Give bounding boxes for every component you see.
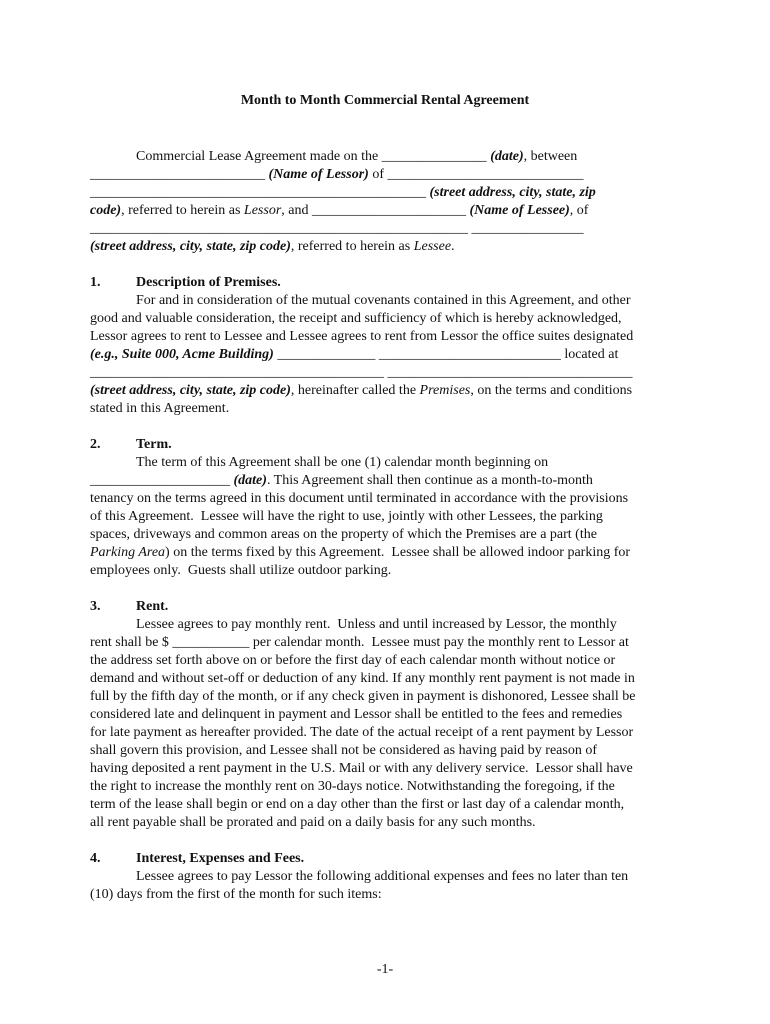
- section-3-line: term of the lease shall begin or end on a day other than the first or last day of a calendar month,: [90, 797, 625, 812]
- section-2-line: [90, 544, 630, 562]
- intro-line-4: [90, 202, 588, 220]
- section-3-line: rent shall be $ ___________ per calendar month. Lessee must pay the monthly rent to Lessor at: [90, 635, 629, 650]
- section-2-line: employees only. Guests shall utilize outdoor parking.: [90, 563, 392, 578]
- premises-term: Premises: [419, 383, 471, 398]
- address-label-cont: code): [90, 203, 122, 218]
- date-label: (date): [233, 473, 267, 488]
- lessee-term: Lessee: [413, 239, 452, 254]
- section-1-heading: Description of Premises.: [136, 275, 281, 290]
- section-2-number: 2.: [90, 437, 101, 452]
- section-1-text: , on the terms and conditions: [470, 383, 633, 398]
- section-1-line: For and in consideration of the mutual covenants contained in this Agreement, and other: [136, 293, 631, 308]
- section-2-text: ) on the terms fixed by this Agreement. Lessee shall be allowed indoor parking for: [165, 545, 631, 560]
- parking-area-term: Parking Area: [90, 545, 166, 560]
- section-1-line: stated in this Agreement.: [90, 401, 230, 416]
- section-1-line: __________________________________________ ___________________________________: [90, 365, 633, 380]
- section-3-line: having deposited a rent payment in the U.S. Mail or with any delivery service. Lessor shall have: [90, 761, 633, 776]
- section-2-line: of this Agreement. Lessee will have the right to use, jointly with other Lessees, the parking: [90, 509, 603, 524]
- section-1-number: 1.: [90, 275, 101, 290]
- intro-line-6: [90, 238, 455, 256]
- section-3-line: shall govern this provision, and Lessee shall not be considered as having paid by reason of: [90, 743, 597, 758]
- section-2-line: spaces, driveways and common areas on the property of which the Premises are a part (the: [90, 527, 597, 542]
- section-1-text: , hereinafter called the: [290, 383, 420, 398]
- intro-text: , referred to herein as: [121, 203, 244, 218]
- section-3-number: 3.: [90, 599, 101, 614]
- suite-example-label: (e.g., Suite 000, Acme Building): [90, 347, 274, 362]
- intro-line-2: [90, 166, 583, 184]
- address-blank: ________________________________________________: [90, 185, 430, 200]
- intro-text: of ____________________________: [368, 167, 584, 182]
- section-3-line: for late payment as hereafter provided. The date of the actual receipt of a rent payment by Lessor: [90, 725, 634, 740]
- section-2-line: [90, 472, 593, 490]
- lessee-name-label: (Name of Lessee): [469, 203, 570, 218]
- section-3-line: demand and without set-off or deduction of any kind. If any monthly rent payment is not made in: [90, 671, 635, 686]
- date-label: (date): [490, 149, 524, 164]
- intro-text: , referred to herein as: [290, 239, 414, 254]
- section-1-line: [90, 382, 632, 400]
- intro-line-5: [90, 220, 584, 238]
- section-2-heading: Term.: [136, 437, 172, 452]
- section-4-heading: Interest, Expenses and Fees.: [136, 851, 305, 866]
- intro-text: Commercial Lease Agreement made on the _______________: [136, 149, 491, 164]
- section-2-text: . This Agreement shall then continue as a month-to-month: [266, 473, 593, 488]
- section-3-line: all rent payable shall be prorated and paid on a daily basis for any such months.: [90, 815, 536, 830]
- address-label: (street address, city, state, zip: [429, 185, 596, 200]
- section-3-line: the right to increase the monthly rent on 30-days notice. Notwithstanding the foregoing, if the: [90, 779, 615, 794]
- intro-text: .: [451, 239, 455, 254]
- intro-text: , of: [569, 203, 589, 218]
- section-2-line: tenancy on the terms agreed in this document until terminated in accordance with the provisions: [90, 491, 629, 506]
- section-3-line: Lessee agrees to pay monthly rent. Unless and until increased by Lessor, the monthly: [136, 617, 617, 632]
- lessor-name-blank: _________________________: [90, 167, 269, 182]
- section-3-line: full by the fifth day of the month, or if any check given in payment is dishonored, Lessee shall be: [90, 689, 636, 704]
- section-2-line: The term of this Agreement shall be one (1) calendar month beginning on: [136, 455, 549, 470]
- lessor-name-label: (Name of Lessor): [268, 167, 369, 182]
- intro-text: , between: [523, 149, 578, 164]
- intro-line-1: [136, 148, 577, 166]
- lessee-address-label: (street address, city, state, zip code): [90, 239, 291, 254]
- section-3-heading: Rent.: [136, 599, 169, 614]
- premises-address-label: (street address, city, state, zip code): [90, 383, 291, 398]
- section-4-line: Lessee agrees to pay Lessor the following additional expenses and fees no later than ten: [136, 869, 629, 884]
- intro-text: , and ______________________: [281, 203, 470, 218]
- intro-line-3: [90, 184, 596, 202]
- section-1-line: [90, 346, 618, 364]
- section-3-line: considered late and delinquent in payment and Lessor shall be entitled to the fees and remedies: [90, 707, 623, 722]
- lessor-term: Lessor: [243, 203, 282, 218]
- section-1-line: Lessor agrees to rent to Lessee and Lessee agrees to rent from Lessor the office suites designated: [90, 329, 634, 344]
- section-1-line: good and valuable consideration, the receipt and sufficiency of which is hereby acknowledged,: [90, 311, 622, 326]
- start-date-blank: ____________________: [90, 473, 234, 488]
- document-title: Month to Month Commercial Rental Agreement: [240, 93, 530, 108]
- lessee-address-blank: ______________________________________________________ ________________: [90, 221, 584, 236]
- section-3-line: the address set forth above on or before the first day of each calendar month without notice or: [90, 653, 616, 668]
- section-4-line: (10) days from the first of the month for such items:: [90, 887, 382, 902]
- page-number: -1-: [376, 962, 394, 977]
- section-4-number: 4.: [90, 851, 101, 866]
- section-1-text: ______________ __________________________ located at: [273, 347, 619, 362]
